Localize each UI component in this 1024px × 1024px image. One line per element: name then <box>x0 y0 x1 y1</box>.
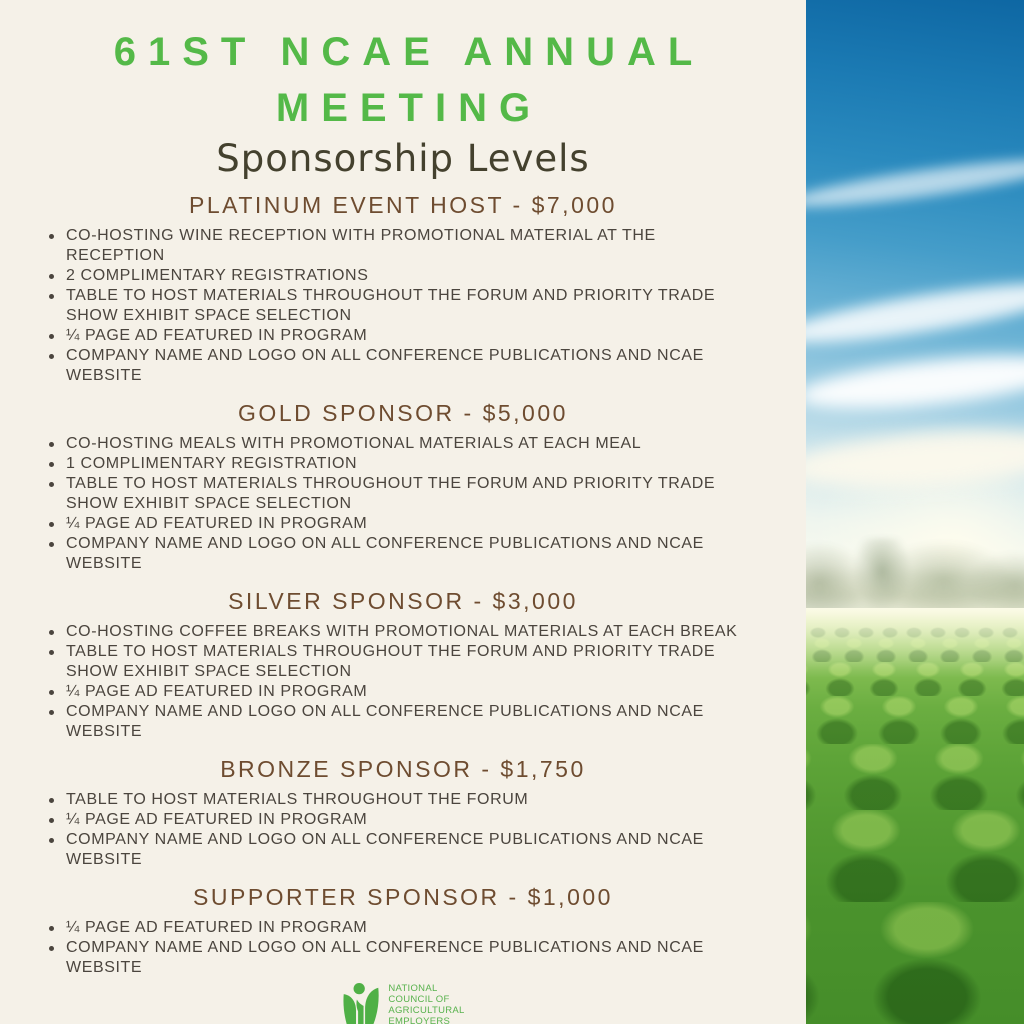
tier-heading-bronze: BRONZE SPONSOR - $1,750 <box>220 756 586 782</box>
benefit-item: ¼ PAGE AD FEATURED IN PROGRAM <box>66 326 756 346</box>
logo-text-line: COUNCIL OF <box>388 994 450 1005</box>
field-photo <box>806 0 1024 1024</box>
ncae-logo <box>0 982 806 1024</box>
benefit-list-supporter <box>66 918 756 978</box>
benefit-item: TABLE TO HOST MATERIALS THROUGHOUT THE FORUM AND PRIORITY TRADE SHOW EXHIBIT SPACE SELECTION <box>66 286 756 326</box>
benefit-item: 2 COMPLIMENTARY REGISTRATIONS <box>66 266 756 286</box>
crop-row <box>806 810 1024 902</box>
logo-text-line: NATIONAL <box>388 983 438 994</box>
benefit-item: COMPANY NAME AND LOGO ON ALL CONFERENCE PUBLICATIONS AND NCAE WEBSITE <box>66 938 756 978</box>
benefit-item: ¼ PAGE AD FEATURED IN PROGRAM <box>66 514 756 534</box>
benefit-item: COMPANY NAME AND LOGO ON ALL CONFERENCE PUBLICATIONS AND NCAE WEBSITE <box>66 346 756 386</box>
event-title-line2: MEETING <box>275 86 543 130</box>
section-bronze <box>0 754 806 870</box>
tier-heading-supporter: SUPPORTER SPONSOR - $1,000 <box>193 884 613 910</box>
horizon-haze <box>806 608 1024 678</box>
ncae-logo-icon <box>341 982 381 1024</box>
benefit-item: COMPANY NAME AND LOGO ON ALL CONFERENCE PUBLICATIONS AND NCAE WEBSITE <box>66 830 756 870</box>
section-supporter <box>0 882 806 978</box>
benefit-item: TABLE TO HOST MATERIALS THROUGHOUT THE FORUM <box>66 790 756 810</box>
benefit-list-platinum <box>66 226 756 386</box>
logo-text-line: AGRICULTURAL <box>388 1005 465 1016</box>
tier-heading-silver: SILVER SPONSOR - $3,000 <box>228 588 578 614</box>
section-platinum <box>0 190 806 386</box>
subtitle: Sponsorship Levels <box>216 137 590 180</box>
benefit-item: ¼ PAGE AD FEATURED IN PROGRAM <box>66 918 756 938</box>
section-silver <box>0 586 806 742</box>
tier-heading-gold: GOLD SPONSOR - $5,000 <box>238 400 568 426</box>
benefit-list-gold <box>66 434 756 574</box>
section-gold <box>0 398 806 574</box>
benefit-item: 1 COMPLIMENTARY REGISTRATION <box>66 454 756 474</box>
ncae-logo-wordmark <box>388 983 464 1024</box>
benefit-item: CO-HOSTING COFFEE BREAKS WITH PROMOTIONAL MATERIALS AT EACH BREAK <box>66 622 756 642</box>
crop-row <box>806 696 1024 744</box>
benefit-item: CO-HOSTING MEALS WITH PROMOTIONAL MATERIALS AT EACH MEAL <box>66 434 756 454</box>
benefit-list-silver <box>66 622 756 742</box>
logo-text-line: EMPLOYERS <box>388 1016 451 1024</box>
treeline <box>806 538 1024 618</box>
benefit-item: ¼ PAGE AD FEATURED IN PROGRAM <box>66 682 756 702</box>
benefit-item: ¼ PAGE AD FEATURED IN PROGRAM <box>66 810 756 830</box>
benefit-item: COMPANY NAME AND LOGO ON ALL CONFERENCE PUBLICATIONS AND NCAE WEBSITE <box>66 702 756 742</box>
crop-row <box>806 744 1024 810</box>
event-title-line1: 61ST NCAE ANNUAL <box>113 30 705 74</box>
benefit-list-bronze <box>66 790 756 870</box>
crop-row <box>806 902 1024 1024</box>
benefit-item: TABLE TO HOST MATERIALS THROUGHOUT THE FORUM AND PRIORITY TRADE SHOW EXHIBIT SPACE SELECTION <box>66 642 756 682</box>
benefit-item: COMPANY NAME AND LOGO ON ALL CONFERENCE PUBLICATIONS AND NCAE WEBSITE <box>66 534 756 574</box>
tier-heading-platinum: PLATINUM EVENT HOST - $7,000 <box>189 192 617 218</box>
benefit-item: CO-HOSTING WINE RECEPTION WITH PROMOTIONAL MATERIAL AT THE RECEPTION <box>66 226 756 266</box>
benefit-item: TABLE TO HOST MATERIALS THROUGHOUT THE FORUM AND PRIORITY TRADE SHOW EXHIBIT SPACE SELECTION <box>66 474 756 514</box>
event-title <box>0 24 806 136</box>
